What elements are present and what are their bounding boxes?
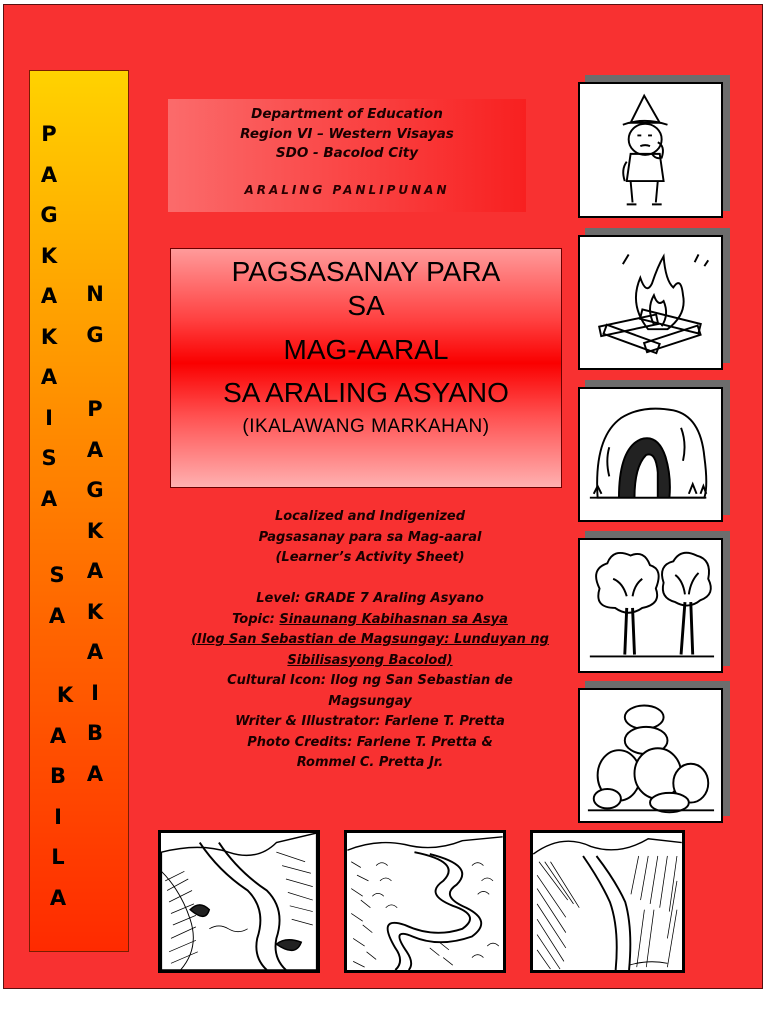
division-name: SDO - Bacolod City bbox=[275, 145, 419, 161]
info-line: Pagsasanay para sa Mag-aaral bbox=[258, 529, 482, 545]
banner-letter: L bbox=[51, 845, 65, 869]
banner-letter: I bbox=[45, 405, 53, 430]
info-line: (Learner’s Activity Sheet) bbox=[275, 550, 465, 565]
department-name: Department of Education bbox=[251, 106, 443, 122]
cave-icon bbox=[578, 387, 723, 522]
banner-letter: A bbox=[40, 284, 58, 308]
banner-letter: I bbox=[54, 804, 62, 829]
boy-with-hat-icon bbox=[578, 82, 723, 218]
banner-letter: A bbox=[86, 761, 104, 786]
info-block bbox=[160, 507, 580, 774]
banner-letter: A bbox=[40, 365, 58, 389]
banner-letter: A bbox=[86, 437, 104, 462]
banner-letter: I bbox=[91, 680, 99, 705]
trees-icon bbox=[578, 538, 723, 673]
topic-subtitle-1: (Ilog San Sebastian de Magsungay: Lunduyan ng bbox=[191, 632, 549, 647]
river-sketch-1 bbox=[158, 830, 320, 973]
topic-line bbox=[160, 610, 580, 631]
banner-letter: P bbox=[87, 397, 103, 421]
credits-line: Photo Credits: Farlene T. Pretta & bbox=[247, 734, 493, 750]
banner-column-left-sa bbox=[44, 555, 70, 636]
banner-letter: B bbox=[49, 764, 66, 788]
campfire-icon bbox=[578, 235, 723, 370]
banner-letter: G bbox=[40, 203, 58, 227]
info-line: Localized and Indigenized bbox=[274, 509, 466, 524]
banner-letter: G bbox=[86, 478, 104, 502]
banner-letter: A bbox=[86, 559, 104, 583]
banner-letter: K bbox=[40, 324, 58, 349]
vertical-banner bbox=[29, 70, 129, 952]
cultural-icon-line: Magsungay bbox=[328, 693, 412, 709]
topic-title: Sinaunang Kabihasnan sa Asya bbox=[279, 611, 508, 627]
level-line: Level: GRADE 7 Araling Asyano bbox=[256, 591, 484, 606]
river-sketch-2 bbox=[344, 830, 506, 973]
quarter-label: (IKALAWANG MARKAHAN) bbox=[242, 416, 490, 437]
banner-letter: A bbox=[40, 162, 58, 187]
title-box bbox=[170, 248, 562, 488]
banner-letter: G bbox=[86, 322, 104, 347]
title-line-1: PAGSASANAY PARA bbox=[231, 256, 501, 287]
credits-line: Rommel C. Pretta Jr. bbox=[296, 755, 444, 770]
writer-line: Writer & Illustrator: Farlene T. Pretta bbox=[235, 714, 505, 729]
river-sketch-3 bbox=[530, 830, 685, 973]
banner-letter: K bbox=[40, 243, 58, 268]
banner-letter: A bbox=[49, 723, 67, 748]
banner-column-left-kabila bbox=[38, 675, 78, 918]
banner-letter: S bbox=[41, 446, 57, 470]
topic-subtitle-2: Sibilisasyong Bacolod) bbox=[287, 652, 453, 668]
department-header bbox=[168, 99, 526, 212]
cultural-icon-line: Cultural Icon: Ilog ng San Sebastian de bbox=[227, 673, 513, 688]
banner-letter: K bbox=[86, 599, 104, 624]
banner-letter: P bbox=[41, 122, 57, 146]
banner-letter: K bbox=[56, 683, 74, 707]
banner-letter: B bbox=[86, 721, 103, 745]
banner-letter: N bbox=[86, 282, 104, 306]
banner-letter: S bbox=[49, 563, 65, 587]
rock-pile-icon bbox=[578, 688, 723, 823]
banner-column-right-ng bbox=[82, 274, 108, 355]
banner-letter: A bbox=[48, 603, 66, 628]
banner-letter: K bbox=[86, 518, 104, 543]
banner-letter: A bbox=[40, 486, 58, 511]
title-line-4: SA ARALING ASYANO bbox=[223, 377, 509, 408]
banner-letter: A bbox=[86, 640, 104, 664]
region-name: Region VI – Western Visayas bbox=[240, 125, 454, 142]
banner-column-left bbox=[36, 114, 62, 519]
title-line-3: MAG-AARAL bbox=[283, 334, 449, 365]
topic-prefix: Topic: bbox=[232, 611, 280, 627]
banner-letter: A bbox=[49, 885, 67, 910]
banner-column-right bbox=[82, 389, 108, 794]
title-line-2: SA bbox=[347, 290, 385, 321]
subject-name: ARALING PANLIPUNAN bbox=[244, 182, 450, 197]
